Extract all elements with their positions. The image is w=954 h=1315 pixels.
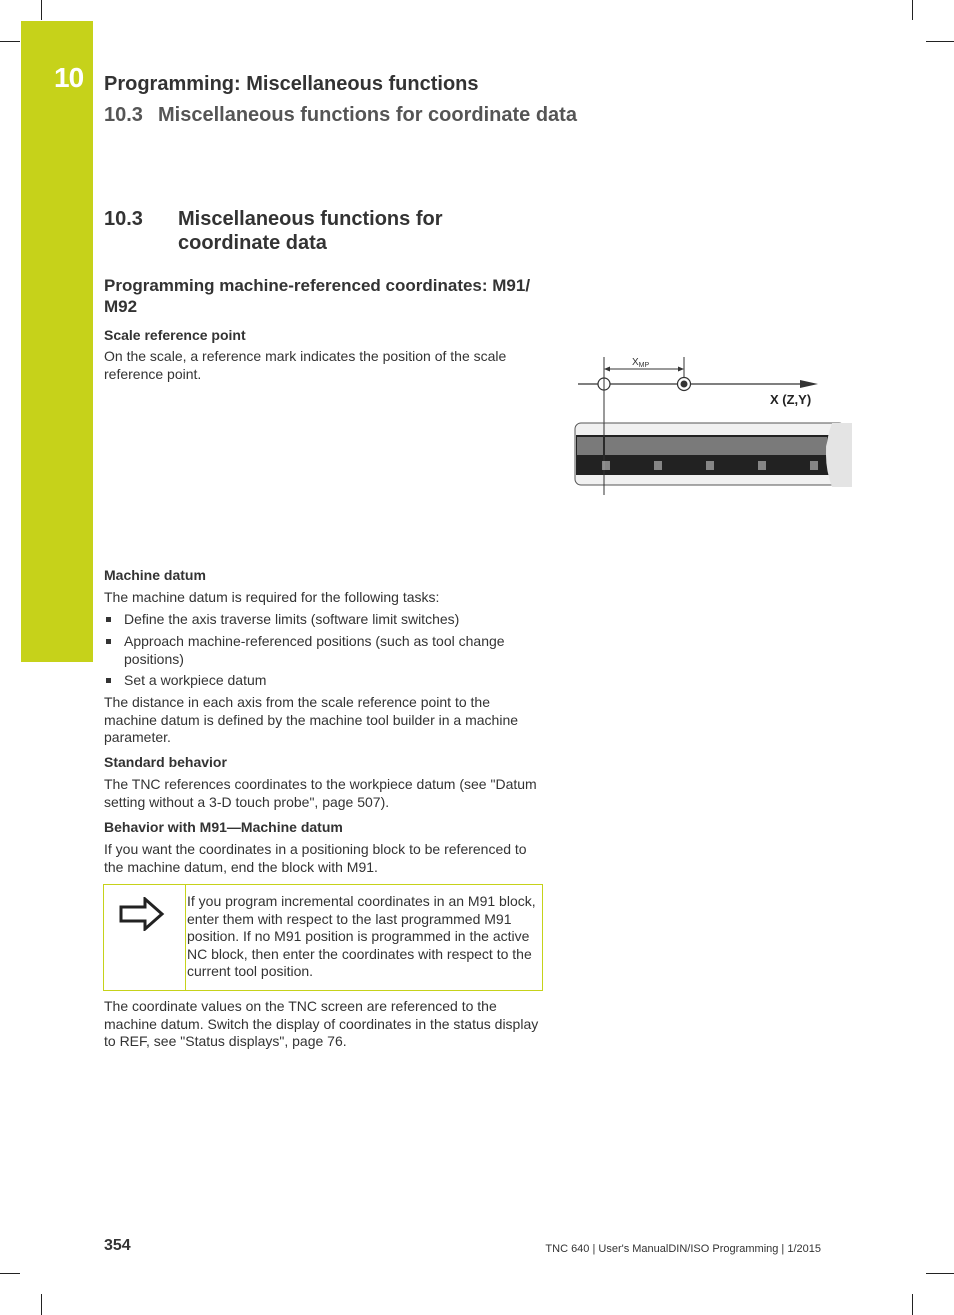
list-item: Set a workpiece datum xyxy=(104,672,544,690)
machine-datum-intro: The machine datum is required for the following tasks: xyxy=(104,589,440,605)
crop-mark xyxy=(0,1273,20,1274)
crop-mark xyxy=(41,1294,42,1315)
crop-mark xyxy=(0,41,20,42)
crop-mark xyxy=(912,1294,913,1315)
bullet-icon xyxy=(106,639,111,644)
crop-mark xyxy=(926,41,954,42)
scale-cutaway xyxy=(826,423,852,487)
crop-mark xyxy=(912,0,913,20)
reference-mark-dot xyxy=(681,381,688,388)
dim-arrow-left xyxy=(604,367,610,372)
bullet-icon xyxy=(106,617,111,622)
scale-ref-text: On the scale, a reference mark indicates the position of the scale reference point. xyxy=(104,348,507,382)
m91-heading: Behavior with M91—Machine datum xyxy=(104,819,343,835)
crop-mark xyxy=(926,1273,954,1274)
list-item: Approach machine-referenced positions (such as tool change positions) xyxy=(104,633,544,668)
subsection-title: Programming machine-referenced coordinates: M91/ M92 xyxy=(104,276,531,316)
note-divider xyxy=(185,885,186,990)
dim-arrow-right xyxy=(678,367,684,372)
crop-mark xyxy=(41,0,42,20)
closing-text: The coordinate values on the TNC screen are referenced to the machine datum. Switch the display of coordinates in the status display to REF, see "Status displays", page 76. xyxy=(104,998,539,1050)
running-section-text: Miscellaneous functions for coordinate data xyxy=(158,104,577,126)
machine-datum-after: The distance in each axis from the scale reference point to the machine datum is defined by the machine tool builder in a machine parameter. xyxy=(104,694,519,746)
arrow-right-icon xyxy=(119,897,165,931)
bullet-icon xyxy=(106,678,111,683)
running-chapter-title: Programming: Miscellaneous functions xyxy=(104,73,479,95)
list-item: Define the axis traverse limits (software limit switches) xyxy=(104,611,544,629)
axis-label: X (Z,Y) xyxy=(770,392,812,407)
note-text: If you program incremental coordinates in an M91 block, enter them with respect to the last programmed M91 position. If no M91 position is programmed in the active NC block, then enter the coordinates with respect to the current tool position. xyxy=(187,893,536,980)
xmp-label: $X_{MP}$ xyxy=(632,357,650,369)
scale-diagram xyxy=(570,345,852,495)
machine-datum-heading: Machine datum xyxy=(104,567,206,583)
running-section-number: 10.3 xyxy=(104,104,143,126)
standard-heading: Standard behavior xyxy=(104,754,227,770)
note-box xyxy=(103,884,543,991)
running-section-title xyxy=(104,104,577,127)
standard-text: The TNC references coordinates to the workpiece datum (see "Datum setting without a 3-D touch probe", page 507). xyxy=(104,776,537,810)
scale-ref-heading: Scale reference point xyxy=(104,327,246,343)
m91-text: If you want the coordinates in a positioning block to be referenced to the machine datum, end the block with M91. xyxy=(104,841,527,875)
page-number: 354 xyxy=(104,1237,131,1254)
axis-arrow-icon xyxy=(800,380,818,388)
chapter-number: 10 xyxy=(54,62,84,93)
section-title: Miscellaneous functions for coordinate data xyxy=(178,208,443,254)
chapter-tab-bar xyxy=(21,21,93,662)
section-number: 10.3 xyxy=(104,208,143,230)
footer-info: TNC 640 | User's ManualDIN/ISO Programming | 1/2015 xyxy=(545,1243,821,1255)
